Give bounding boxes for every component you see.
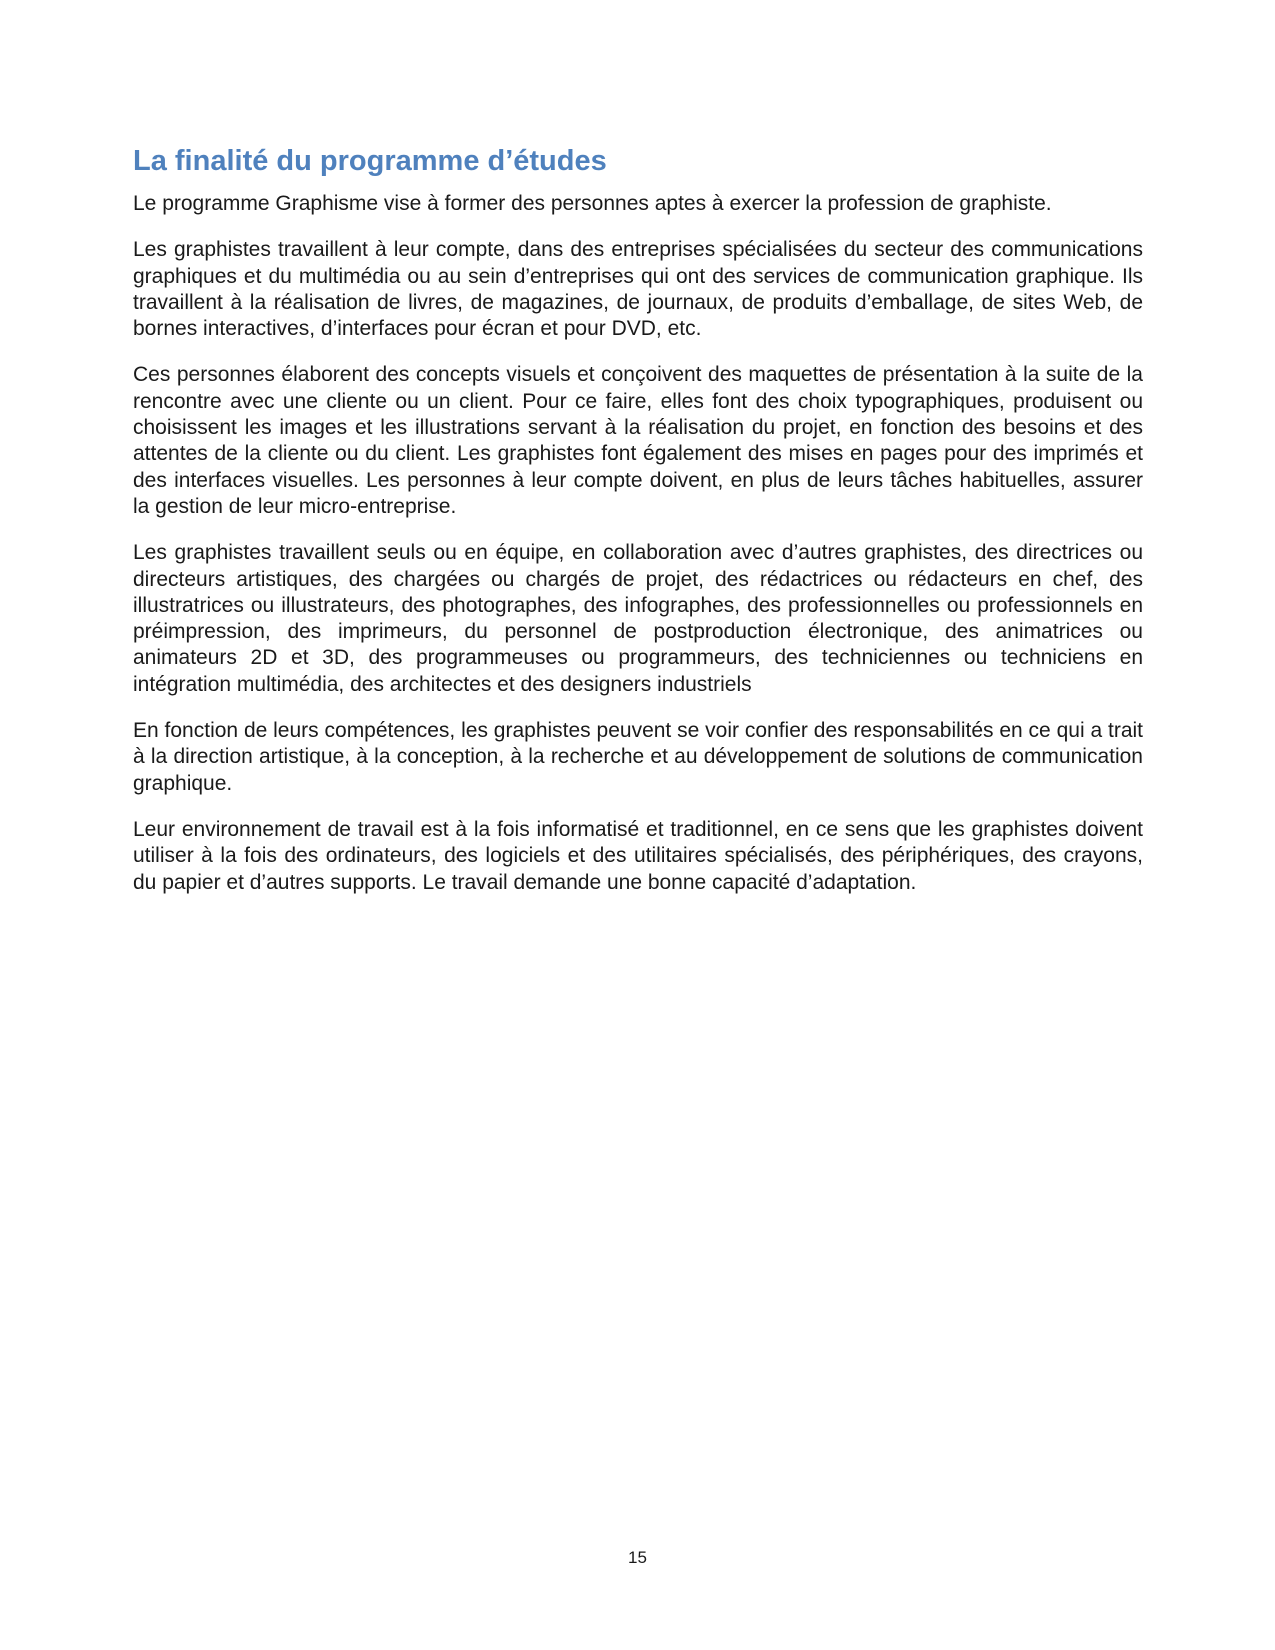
paragraph-purpose: Le programme Graphisme vise à former des personnes aptes à exercer la profession de graphiste. bbox=[133, 192, 1052, 215]
section-title: La finalité du programme d’études bbox=[133, 145, 607, 177]
page-number: 15 bbox=[628, 1548, 647, 1567]
paragraph-workplaces: Les graphistes travaillent à leur compte, dans des entreprises spécialisées du secteur des communications graphiques et du multimédia ou au sein d’entreprises qui ont des services de communication graphique. Ils travaillent à la réalisation de livres, de magazines, de journaux, de produits d’emballage, de sites Web, de bornes interactives, d’interfaces pour écran et pour DVD, etc. bbox=[133, 238, 1143, 341]
page-content bbox=[133, 143, 1143, 916]
paragraph-collaboration: Les graphistes travaillent seuls ou en équipe, en collaboration avec d’autres graphistes, des directrices ou directeurs artistiques, des chargées ou chargés de projet, des rédactrices ou rédacteurs en chef, des illustratrices ou illustrateurs, des photographes, des infographes, des professionnelles ou professionnels en préimpression, des imprimeurs, du personnel de postproduction électronique, des animatrices ou animateurs 2D et 3D, des programmeuses ou programmeurs, des techniciennes ou techniciens en intégration multimédia, des architectes et des designers industriels bbox=[133, 541, 1143, 696]
paragraph-tasks: Ces personnes élaborent des concepts visuels et conçoivent des maquettes de présentation à la suite de la rencontre avec une cliente ou un client. Pour ce faire, elles font des choix typographiques, produisent ou choisissent les images et les illustrations servant à la réalisation du projet, en fonction des besoins et des attentes de la cliente ou du client. Les graphistes font également des mises en pages pour des imprimés et des interfaces visuelles. Les personnes à leur compte doivent, en plus de leurs tâches habituelles, assurer la gestion de leur micro-entreprise. bbox=[133, 363, 1143, 518]
paragraph-environment: Leur environnement de travail est à la fois informatisé et traditionnel, en ce sens que les graphistes doivent utiliser à la fois des ordinateurs, des logiciels et des utilitaires spécialisés, des périphériques, des crayons, du papier et d’autres supports. Le travail demande une bonne capacité d’adaptation. bbox=[133, 817, 1143, 894]
paragraph-responsibilities: En fonction de leurs compétences, les graphistes peuvent se voir confier des responsabilités en ce qui a trait à la direction artistique, à la conception, à la recherche et au développement de solutions de communication graphique. bbox=[133, 719, 1143, 795]
